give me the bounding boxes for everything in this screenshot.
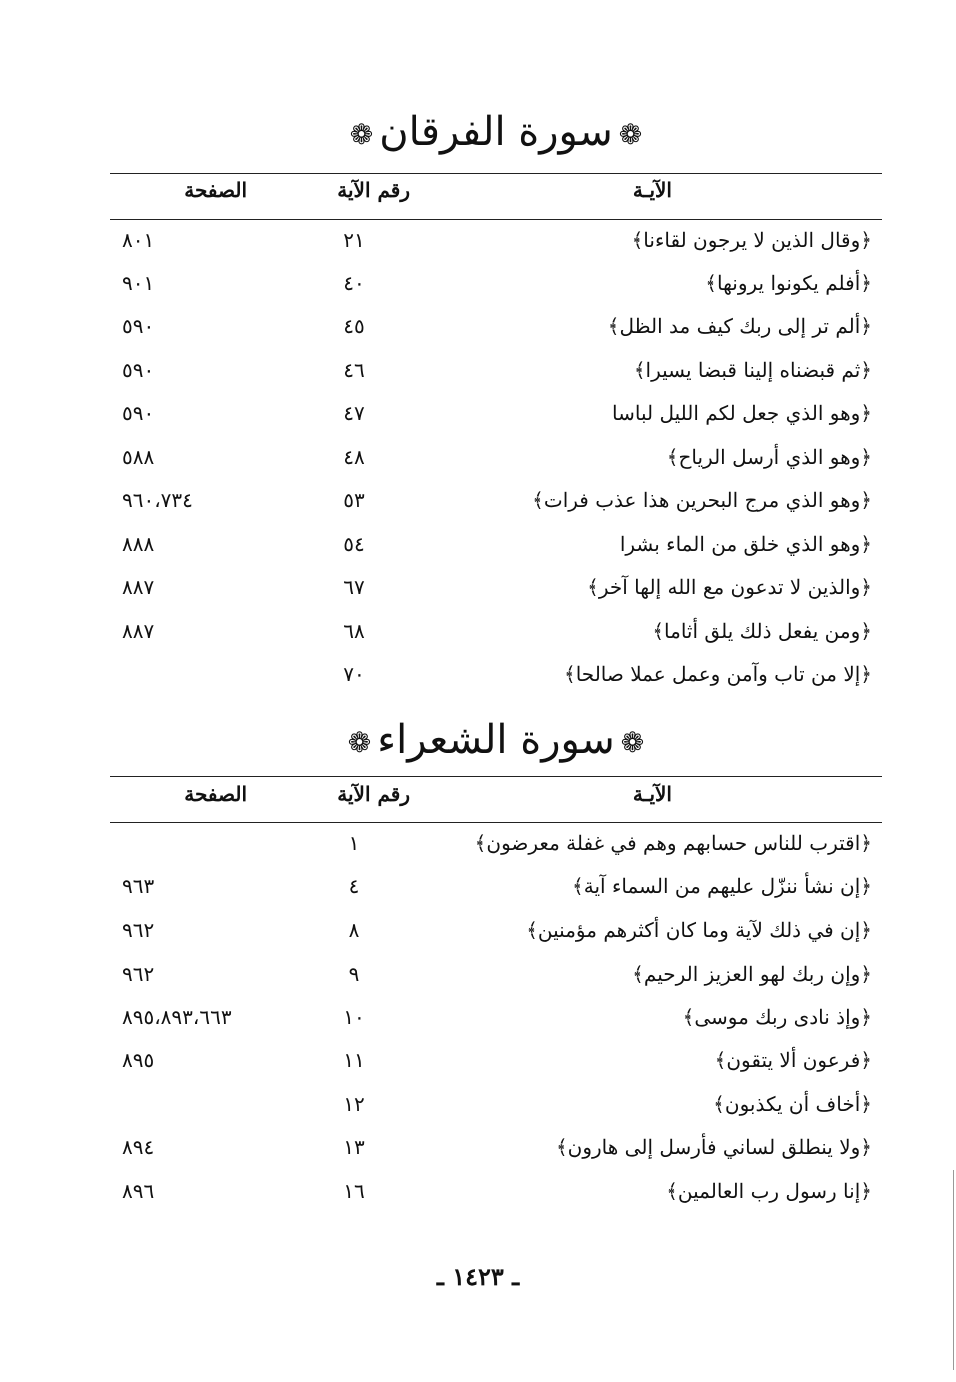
page-ref: ٨٩٤ (122, 1135, 155, 1159)
verse-number: ١٠ (343, 1005, 365, 1029)
verse-text: ﴿إن نشأ ننزّل عليهم من السماء آية﴾ (572, 874, 872, 898)
verse-text: ﴿والذين لا تدعون مع الله إلها آخر﴾ (587, 575, 872, 599)
surah-title-text: سورة الفرقان (379, 109, 613, 155)
verse-number: ٩ (348, 962, 360, 986)
table-header-rule (110, 822, 882, 823)
table-row (110, 401, 882, 441)
verse-text: ﴿ومن يفعل ذلك يلق أثاما﴾ (652, 619, 872, 643)
verse-number: ٥٤ (343, 532, 365, 556)
verse-number: ٤٦ (343, 358, 365, 382)
verse-text: ﴿إن في ذلك لآية وما كان أكثرهم مؤمنين﴾ (526, 918, 872, 942)
verse-number: ٤٧ (343, 401, 365, 425)
page-ref: ٥٨٨ (122, 445, 155, 469)
table-row (110, 1005, 882, 1045)
verse-number: ١ (348, 831, 360, 855)
table-row (110, 831, 882, 871)
verse-text: ﴿وإذ نادى ربك موسى﴾ (682, 1005, 872, 1029)
verse-text: ﴿ثم قبضناه إلينا قبضا يسيرا﴾ (633, 358, 872, 382)
page-ref: ٨٨٧ (122, 575, 155, 599)
verse-text: ﴿وهو الذي أرسل الرياح﴾ (666, 445, 872, 469)
verse-text: ﴿أفلم يكونوا يرونها﴾ (705, 271, 872, 295)
ornament-icon: ❁ (347, 726, 372, 759)
table-row (110, 228, 882, 268)
surah-title-furqan (110, 104, 882, 163)
verse-number: ١٦ (343, 1179, 365, 1203)
ornament-icon: ❁ (618, 118, 643, 151)
table-row (110, 962, 882, 1002)
verse-number: ٤٨ (343, 445, 365, 469)
page-ref: ٨٩٦ (122, 1179, 155, 1203)
page-ref: ٩٦٢ (122, 918, 155, 942)
table-row (110, 1179, 882, 1219)
verse-number: ٤٠ (343, 271, 365, 295)
ornament-icon: ❁ (349, 118, 374, 151)
header-verse-number: رقم الآية (337, 178, 410, 202)
page-ref: ٨٨٧ (122, 619, 155, 643)
page-ref: ٩٦٠،٧٣٤ (122, 488, 193, 512)
verse-text: ﴿فرعون ألا يتقون﴾ (714, 1048, 872, 1072)
verse-text: ﴿وهو الذي خلق من الماء بشرا (619, 532, 872, 556)
verse-number: ٨ (348, 918, 360, 942)
table-row (110, 358, 882, 398)
verse-number: ٤ (348, 874, 360, 898)
table-row (110, 619, 882, 659)
page-ref: ٨٠١ (122, 228, 155, 252)
verse-number: ٦٧ (343, 575, 365, 599)
table-row (110, 271, 882, 311)
header-page: الصفحة (184, 782, 247, 806)
page-ref: ٥٩٠ (122, 314, 155, 338)
ornament-icon: ❁ (620, 726, 645, 759)
page-ref: ٨٩٥ (122, 1048, 155, 1072)
table-row (110, 488, 882, 528)
verse-text: ﴿إنا رسول رب العالمين﴾ (666, 1179, 872, 1203)
table-row (110, 1135, 882, 1175)
table-row (110, 445, 882, 485)
verse-number: ١٣ (343, 1135, 365, 1159)
page-ref: ٩٠١ (122, 271, 155, 295)
table-row (110, 662, 882, 702)
verse-number: ٧٠ (343, 662, 365, 686)
table-header (110, 782, 882, 822)
header-verse: الآيـة (632, 782, 672, 806)
verse-text: ﴿إلا من تاب وآمن وعمل عملا صالحا﴾ (563, 662, 872, 686)
table-row (110, 874, 882, 914)
verse-number: ٦٨ (343, 619, 365, 643)
page-number: ـ ١٤٢٣ ـ (436, 1262, 520, 1291)
header-verse-number: رقم الآية (337, 782, 410, 806)
verse-text: ﴿وإن ربك لهو العزيز الرحيم﴾ (632, 962, 872, 986)
verse-text: ﴿ولا ينطلق لساني فأرسل إلى هارون﴾ (555, 1135, 872, 1159)
table-top-rule (110, 173, 882, 174)
table-row (110, 918, 882, 958)
verse-number: ١١ (343, 1048, 365, 1072)
verse-text: ﴿ألم تر إلى ربك كيف مد الظل﴾ (607, 314, 872, 338)
table-header (110, 178, 882, 218)
surah-title-shuara (110, 712, 882, 771)
verse-number: ١٢ (343, 1092, 365, 1116)
header-page: الصفحة (184, 178, 247, 202)
verse-number: ٢١ (343, 228, 365, 252)
page-ref: ٥٩٠ (122, 358, 155, 382)
page-ref: ٨٩٥،٨٩٣،٦٦٣ (122, 1005, 232, 1029)
verse-number: ٥٣ (343, 488, 365, 512)
table-row (110, 1092, 882, 1132)
page-ref: ٥٩٠ (122, 401, 155, 425)
table-row (110, 532, 882, 572)
verse-text: ﴿وهو الذي مرج البحرين هذا عذب فرات﴾ (532, 488, 872, 512)
table-row (110, 314, 882, 354)
verse-text: ﴿أخاف أن يكذبون﴾ (713, 1092, 872, 1116)
verse-text: ﴿اقترب للناس حسابهم وهم في غفلة معرضون﴾ (474, 831, 872, 855)
verse-number: ٤٥ (343, 314, 365, 338)
scan-edge-line (953, 1170, 954, 1370)
verse-text: ﴿وقال الذين لا يرجون لقاءنا﴾ (631, 228, 872, 252)
page-ref: ٩٦٣ (122, 874, 155, 898)
page-ref: ٨٨٨ (122, 532, 155, 556)
surah-title-text: سورة الشعراء (377, 717, 615, 763)
verse-text: ﴿وهو الذي جعل لكم الليل لباسا (612, 401, 872, 425)
page-ref: ٩٦٢ (122, 962, 155, 986)
table-row (110, 575, 882, 615)
table-top-rule (110, 776, 882, 777)
header-verse: الآيـة (632, 178, 672, 202)
table-header-rule (110, 219, 882, 220)
table-row (110, 1048, 882, 1088)
